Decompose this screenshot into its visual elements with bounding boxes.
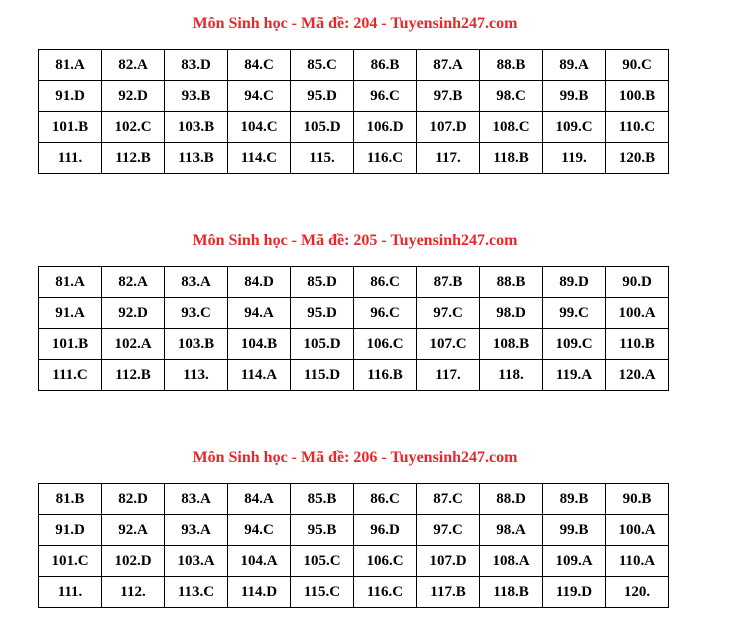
answer-cell: 106.C <box>354 546 417 577</box>
answer-cell: 92.A <box>102 515 165 546</box>
answer-cell: 90.B <box>606 484 669 515</box>
answer-cell: 107.C <box>417 329 480 360</box>
answer-cell: 93.B <box>165 81 228 112</box>
answer-cell: 108.B <box>480 329 543 360</box>
answer-cell: 101.B <box>39 112 102 143</box>
answer-cell: 102.A <box>102 329 165 360</box>
answer-cell: 93.A <box>165 515 228 546</box>
answer-row <box>39 267 669 298</box>
answer-cell: 109.A <box>543 546 606 577</box>
answer-cell: 117. <box>417 360 480 391</box>
answer-cell: 106.C <box>354 329 417 360</box>
answer-cell: 99.B <box>543 81 606 112</box>
answer-cell: 89.A <box>543 50 606 81</box>
answer-cell: 106.D <box>354 112 417 143</box>
answer-cell: 95.D <box>291 298 354 329</box>
answer-row <box>39 50 669 81</box>
answer-cell: 112.B <box>102 143 165 174</box>
answer-cell: 115.C <box>291 577 354 608</box>
answer-cell: 82.A <box>102 50 165 81</box>
answer-cell: 82.D <box>102 484 165 515</box>
answer-cell: 88.B <box>480 267 543 298</box>
answer-cell: 94.C <box>228 515 291 546</box>
answer-cell: 118. <box>480 360 543 391</box>
answer-cell: 101.B <box>39 329 102 360</box>
answer-cell: 108.C <box>480 112 543 143</box>
answer-cell: 110.A <box>606 546 669 577</box>
answer-cell: 103.B <box>165 329 228 360</box>
answer-cell: 100.A <box>606 515 669 546</box>
answer-cell: 84.C <box>228 50 291 81</box>
answer-cell: 120. <box>606 577 669 608</box>
answer-cell: 111. <box>39 143 102 174</box>
answer-cell: 91.D <box>39 515 102 546</box>
answer-cell: 97.B <box>417 81 480 112</box>
answer-cell: 117. <box>417 143 480 174</box>
answer-cell: 98.A <box>480 515 543 546</box>
answer-cell: 114.A <box>228 360 291 391</box>
answer-cell: 81.A <box>39 267 102 298</box>
answer-cell: 104.B <box>228 329 291 360</box>
answer-cell: 100.B <box>606 81 669 112</box>
answer-cell: 114.D <box>228 577 291 608</box>
answer-cell: 87.B <box>417 267 480 298</box>
answer-cell: 119.D <box>543 577 606 608</box>
answer-cell: 91.A <box>39 298 102 329</box>
answer-cell: 87.C <box>417 484 480 515</box>
answer-cell: 92.D <box>102 81 165 112</box>
answer-cell: 115. <box>291 143 354 174</box>
answer-cell: 86.B <box>354 50 417 81</box>
answer-cell: 92.D <box>102 298 165 329</box>
answer-cell: 120.B <box>606 143 669 174</box>
answer-cell: 86.C <box>354 267 417 298</box>
answer-cell: 83.A <box>165 484 228 515</box>
answer-cell: 85.B <box>291 484 354 515</box>
answer-cell: 98.C <box>480 81 543 112</box>
answer-cell: 103.A <box>165 546 228 577</box>
answer-row <box>39 143 669 174</box>
answer-cell: 81.B <box>39 484 102 515</box>
answer-cell: 113. <box>165 360 228 391</box>
answer-cell: 110.C <box>606 112 669 143</box>
answer-cell: 93.C <box>165 298 228 329</box>
answer-cell: 83.D <box>165 50 228 81</box>
answer-cell: 111.C <box>39 360 102 391</box>
answer-cell: 114.C <box>228 143 291 174</box>
answer-table-205 <box>38 266 669 391</box>
answer-cell: 105.C <box>291 546 354 577</box>
answer-cell: 118.B <box>480 577 543 608</box>
answer-cell: 119. <box>543 143 606 174</box>
answer-row <box>39 484 669 515</box>
answer-cell: 85.D <box>291 267 354 298</box>
answer-cell: 107.D <box>417 112 480 143</box>
answer-cell: 90.D <box>606 267 669 298</box>
answer-cell: 99.B <box>543 515 606 546</box>
answer-cell: 117.B <box>417 577 480 608</box>
answer-cell: 102.C <box>102 112 165 143</box>
answer-cell: 94.C <box>228 81 291 112</box>
answer-cell: 107.D <box>417 546 480 577</box>
answer-cell: 116.C <box>354 143 417 174</box>
answer-cell: 95.D <box>291 81 354 112</box>
answer-row <box>39 329 669 360</box>
answer-row <box>39 112 669 143</box>
answer-cell: 86.C <box>354 484 417 515</box>
answer-cell: 98.D <box>480 298 543 329</box>
answer-cell: 119.A <box>543 360 606 391</box>
answer-cell: 102.D <box>102 546 165 577</box>
answer-cell: 104.C <box>228 112 291 143</box>
answer-cell: 109.C <box>543 329 606 360</box>
answer-table-206 <box>38 483 669 608</box>
answer-cell: 105.D <box>291 329 354 360</box>
answer-cell: 83.A <box>165 267 228 298</box>
answer-cell: 99.C <box>543 298 606 329</box>
answer-cell: 84.D <box>228 267 291 298</box>
answer-cell: 118.B <box>480 143 543 174</box>
answer-cell: 104.A <box>228 546 291 577</box>
answer-cell: 91.D <box>39 81 102 112</box>
answer-cell: 109.C <box>543 112 606 143</box>
answer-table-204 <box>38 49 669 174</box>
answer-cell: 89.B <box>543 484 606 515</box>
answer-row <box>39 546 669 577</box>
answer-cell: 100.A <box>606 298 669 329</box>
answer-cell: 112.B <box>102 360 165 391</box>
answer-cell: 116.B <box>354 360 417 391</box>
answer-cell: 84.A <box>228 484 291 515</box>
answer-cell: 101.C <box>39 546 102 577</box>
answer-row <box>39 360 669 391</box>
answer-row <box>39 515 669 546</box>
answer-row <box>39 298 669 329</box>
answer-cell: 108.A <box>480 546 543 577</box>
answer-cell: 111. <box>39 577 102 608</box>
answer-cell: 81.A <box>39 50 102 81</box>
answer-cell: 95.B <box>291 515 354 546</box>
answer-cell: 115.D <box>291 360 354 391</box>
answer-cell: 87.A <box>417 50 480 81</box>
answer-cell: 105.D <box>291 112 354 143</box>
answer-cell: 82.A <box>102 267 165 298</box>
answer-cell: 90.C <box>606 50 669 81</box>
answer-cell: 97.C <box>417 298 480 329</box>
answer-cell: 96.D <box>354 515 417 546</box>
answer-cell: 116.C <box>354 577 417 608</box>
exam-title-205: Môn Sinh học - Mã đề: 205 - Tuyensinh247.com <box>192 232 518 249</box>
answer-cell: 94.A <box>228 298 291 329</box>
answer-cell: 110.B <box>606 329 669 360</box>
exam-title-206: Môn Sinh học - Mã đề: 206 - Tuyensinh247.com <box>192 449 518 466</box>
answer-cell: 88.D <box>480 484 543 515</box>
answer-cell: 89.D <box>543 267 606 298</box>
answer-cell: 113.B <box>165 143 228 174</box>
answer-cell: 96.C <box>354 298 417 329</box>
answer-row <box>39 577 669 608</box>
answer-cell: 113.C <box>165 577 228 608</box>
answer-cell: 112. <box>102 577 165 608</box>
answer-cell: 88.B <box>480 50 543 81</box>
answer-cell: 120.A <box>606 360 669 391</box>
answer-cell: 85.C <box>291 50 354 81</box>
answer-row <box>39 81 669 112</box>
answer-cell: 103.B <box>165 112 228 143</box>
exam-title-204: Môn Sinh học - Mã đề: 204 - Tuyensinh247.com <box>192 15 518 32</box>
answer-cell: 96.C <box>354 81 417 112</box>
answer-cell: 97.C <box>417 515 480 546</box>
